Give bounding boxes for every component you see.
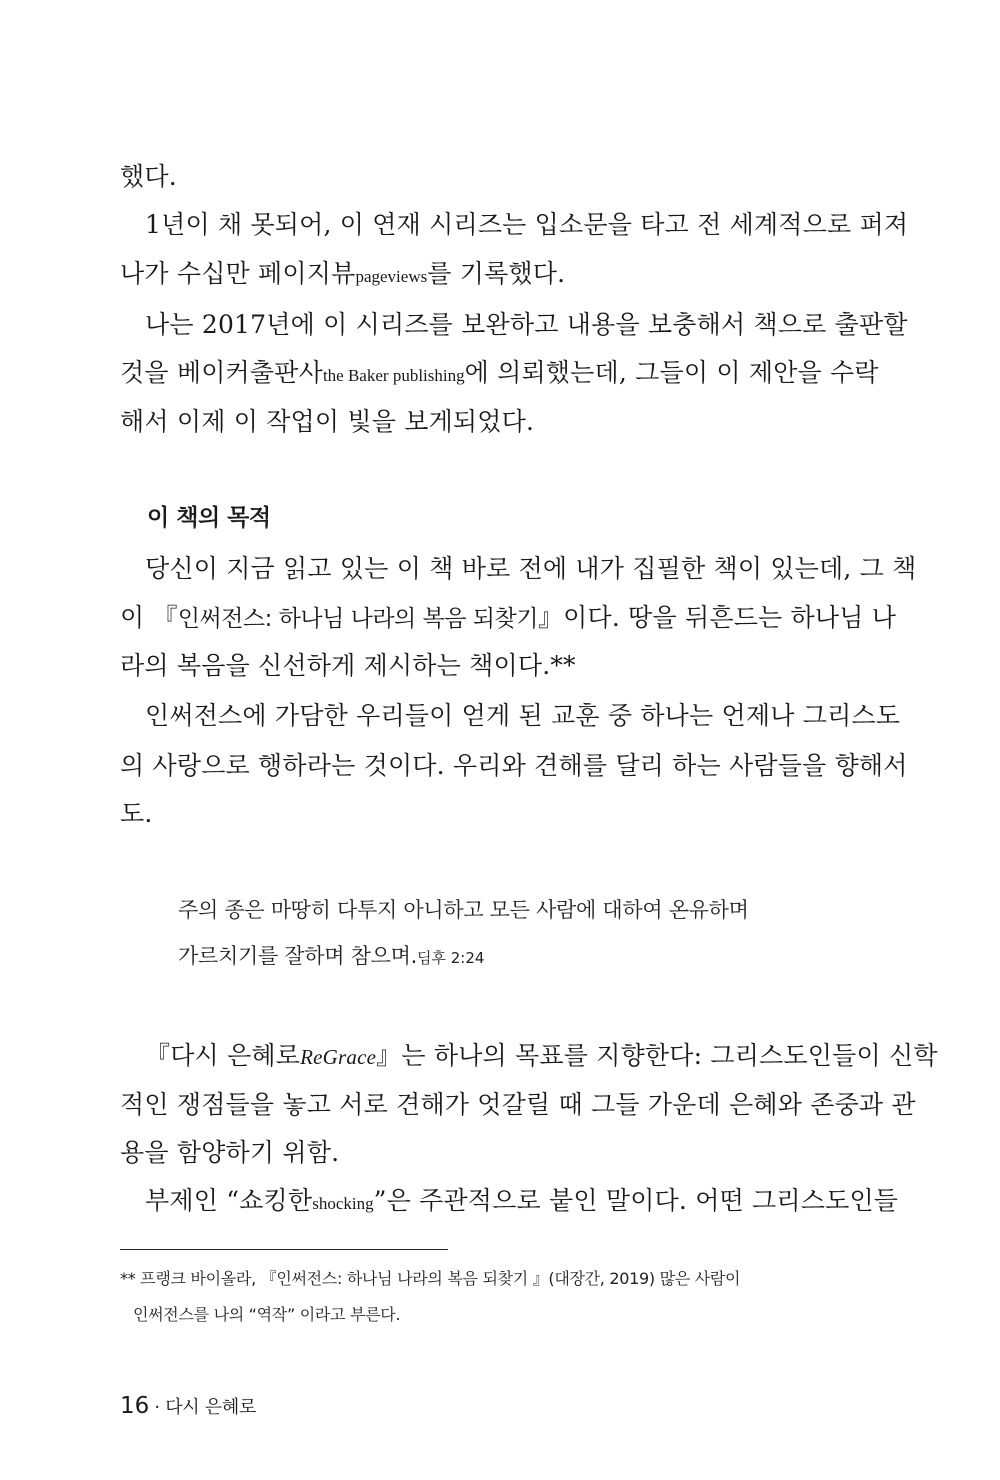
folio-separator: · bbox=[154, 1397, 161, 1418]
body-text: 용을 함양하기 위함. bbox=[120, 1138, 340, 1167]
body-text: 『다시 은혜로 bbox=[145, 1041, 301, 1070]
footnote-text: ** 프랭크 바이올라, 『인써전스: 하나님 나라의 복음 되찾기 』(대장간, 2019) 많은 사람이 bbox=[120, 1269, 741, 1288]
body-text: 라의 복음을 신선하게 제시하는 책이다.** bbox=[120, 651, 576, 680]
body-text: 부제인 “쇼킹한 bbox=[145, 1186, 313, 1215]
paragraph-line bbox=[120, 1090, 916, 1120]
paragraph-line bbox=[120, 651, 810, 681]
section-heading: 이 책의 목적 bbox=[147, 505, 271, 531]
body-text: 나는 2017년에 이 시리즈를 보완하고 내용을 보충해서 책으로 출판할 bbox=[145, 310, 908, 339]
quote-line bbox=[178, 942, 484, 972]
latin-gloss: shocking bbox=[312, 1194, 374, 1213]
body-text: 』는 하나의 목표를 지향한다: 그리스도인들이 신학 bbox=[376, 1041, 938, 1070]
paragraph-line bbox=[145, 310, 908, 340]
paragraph-line bbox=[120, 358, 879, 391]
paragraph-line bbox=[120, 1138, 810, 1168]
paragraph-line bbox=[120, 799, 810, 829]
footnote-text: 인써전스를 나의 “역작” 이라고 부른다. bbox=[133, 1305, 401, 1324]
scripture-reference: 딤후 2:24 bbox=[416, 949, 485, 967]
paragraph-line bbox=[145, 210, 909, 240]
footnote-divider bbox=[120, 1249, 448, 1250]
footnote-line bbox=[133, 1304, 400, 1326]
body-text: 것을 베이커출판사 bbox=[120, 358, 323, 387]
page-footer bbox=[120, 1393, 256, 1419]
paragraph-line bbox=[120, 751, 908, 781]
footnote-line bbox=[120, 1268, 740, 1290]
body-text: 했다. bbox=[120, 162, 177, 191]
running-title: 다시 은혜로 bbox=[165, 1397, 257, 1418]
body-text: ”은 주관적으로 붙인 말이다. 어떤 그리스도인들 bbox=[373, 1186, 899, 1215]
body-text: 해서 이제 이 작업이 빛을 보게되었다. bbox=[120, 407, 535, 436]
body-text: 의 사랑으로 행하라는 것이다. 우리와 견해를 달리 하는 사람들을 향해서 bbox=[120, 751, 908, 780]
body-text: 1년이 채 못되어, 이 연재 시리즈는 입소문을 타고 전 세계적으로 퍼져 bbox=[145, 210, 909, 239]
body-text: 이 『 bbox=[120, 603, 178, 632]
paragraph-line bbox=[145, 1186, 899, 1219]
latin-gloss: pageviews bbox=[355, 267, 428, 286]
paragraph-line bbox=[145, 554, 917, 584]
paragraph-line bbox=[120, 259, 810, 292]
body-text: 도. bbox=[120, 799, 153, 828]
paragraph-line bbox=[120, 603, 897, 634]
paragraph-line bbox=[120, 162, 810, 192]
body-text: 인써전스에 가담한 우리들이 얻게 된 교훈 중 하나는 언제나 그리스도 bbox=[145, 701, 901, 730]
latin-gloss: the Baker publishing bbox=[322, 366, 465, 385]
quote-line bbox=[178, 896, 749, 924]
book-title: 인써전스: 하나님 나라의 복음 되찾기 bbox=[177, 606, 538, 632]
quote-text: 가르치기를 잘하며 참으며. bbox=[178, 944, 417, 968]
latin-gloss: ReGrace bbox=[300, 1045, 377, 1069]
body-text: 나가 수십만 페이지뷰 bbox=[120, 259, 356, 288]
quote-text: 주의 종은 마땅히 다투지 아니하고 모든 사람에 대하여 온유하며 bbox=[178, 898, 749, 922]
page-number: 16 bbox=[120, 1393, 150, 1419]
body-text: 적인 쟁점들을 놓고 서로 견해가 엇갈릴 때 그들 가운데 은혜와 존중과 관 bbox=[120, 1090, 916, 1119]
body-text: 』이다. 땅을 뒤흔드는 하나님 나 bbox=[537, 603, 897, 632]
body-text: 당신이 지금 읽고 있는 이 책 바로 전에 내가 집필한 책이 있는데, 그 책 bbox=[145, 554, 917, 583]
body-text: 에 의뢰했는데, 그들이 이 제안을 수락 bbox=[464, 358, 879, 387]
body-text: 를 기록했다. bbox=[427, 259, 566, 288]
paragraph-line bbox=[145, 701, 901, 731]
paragraph-line bbox=[120, 407, 810, 437]
paragraph-line bbox=[145, 1041, 938, 1072]
